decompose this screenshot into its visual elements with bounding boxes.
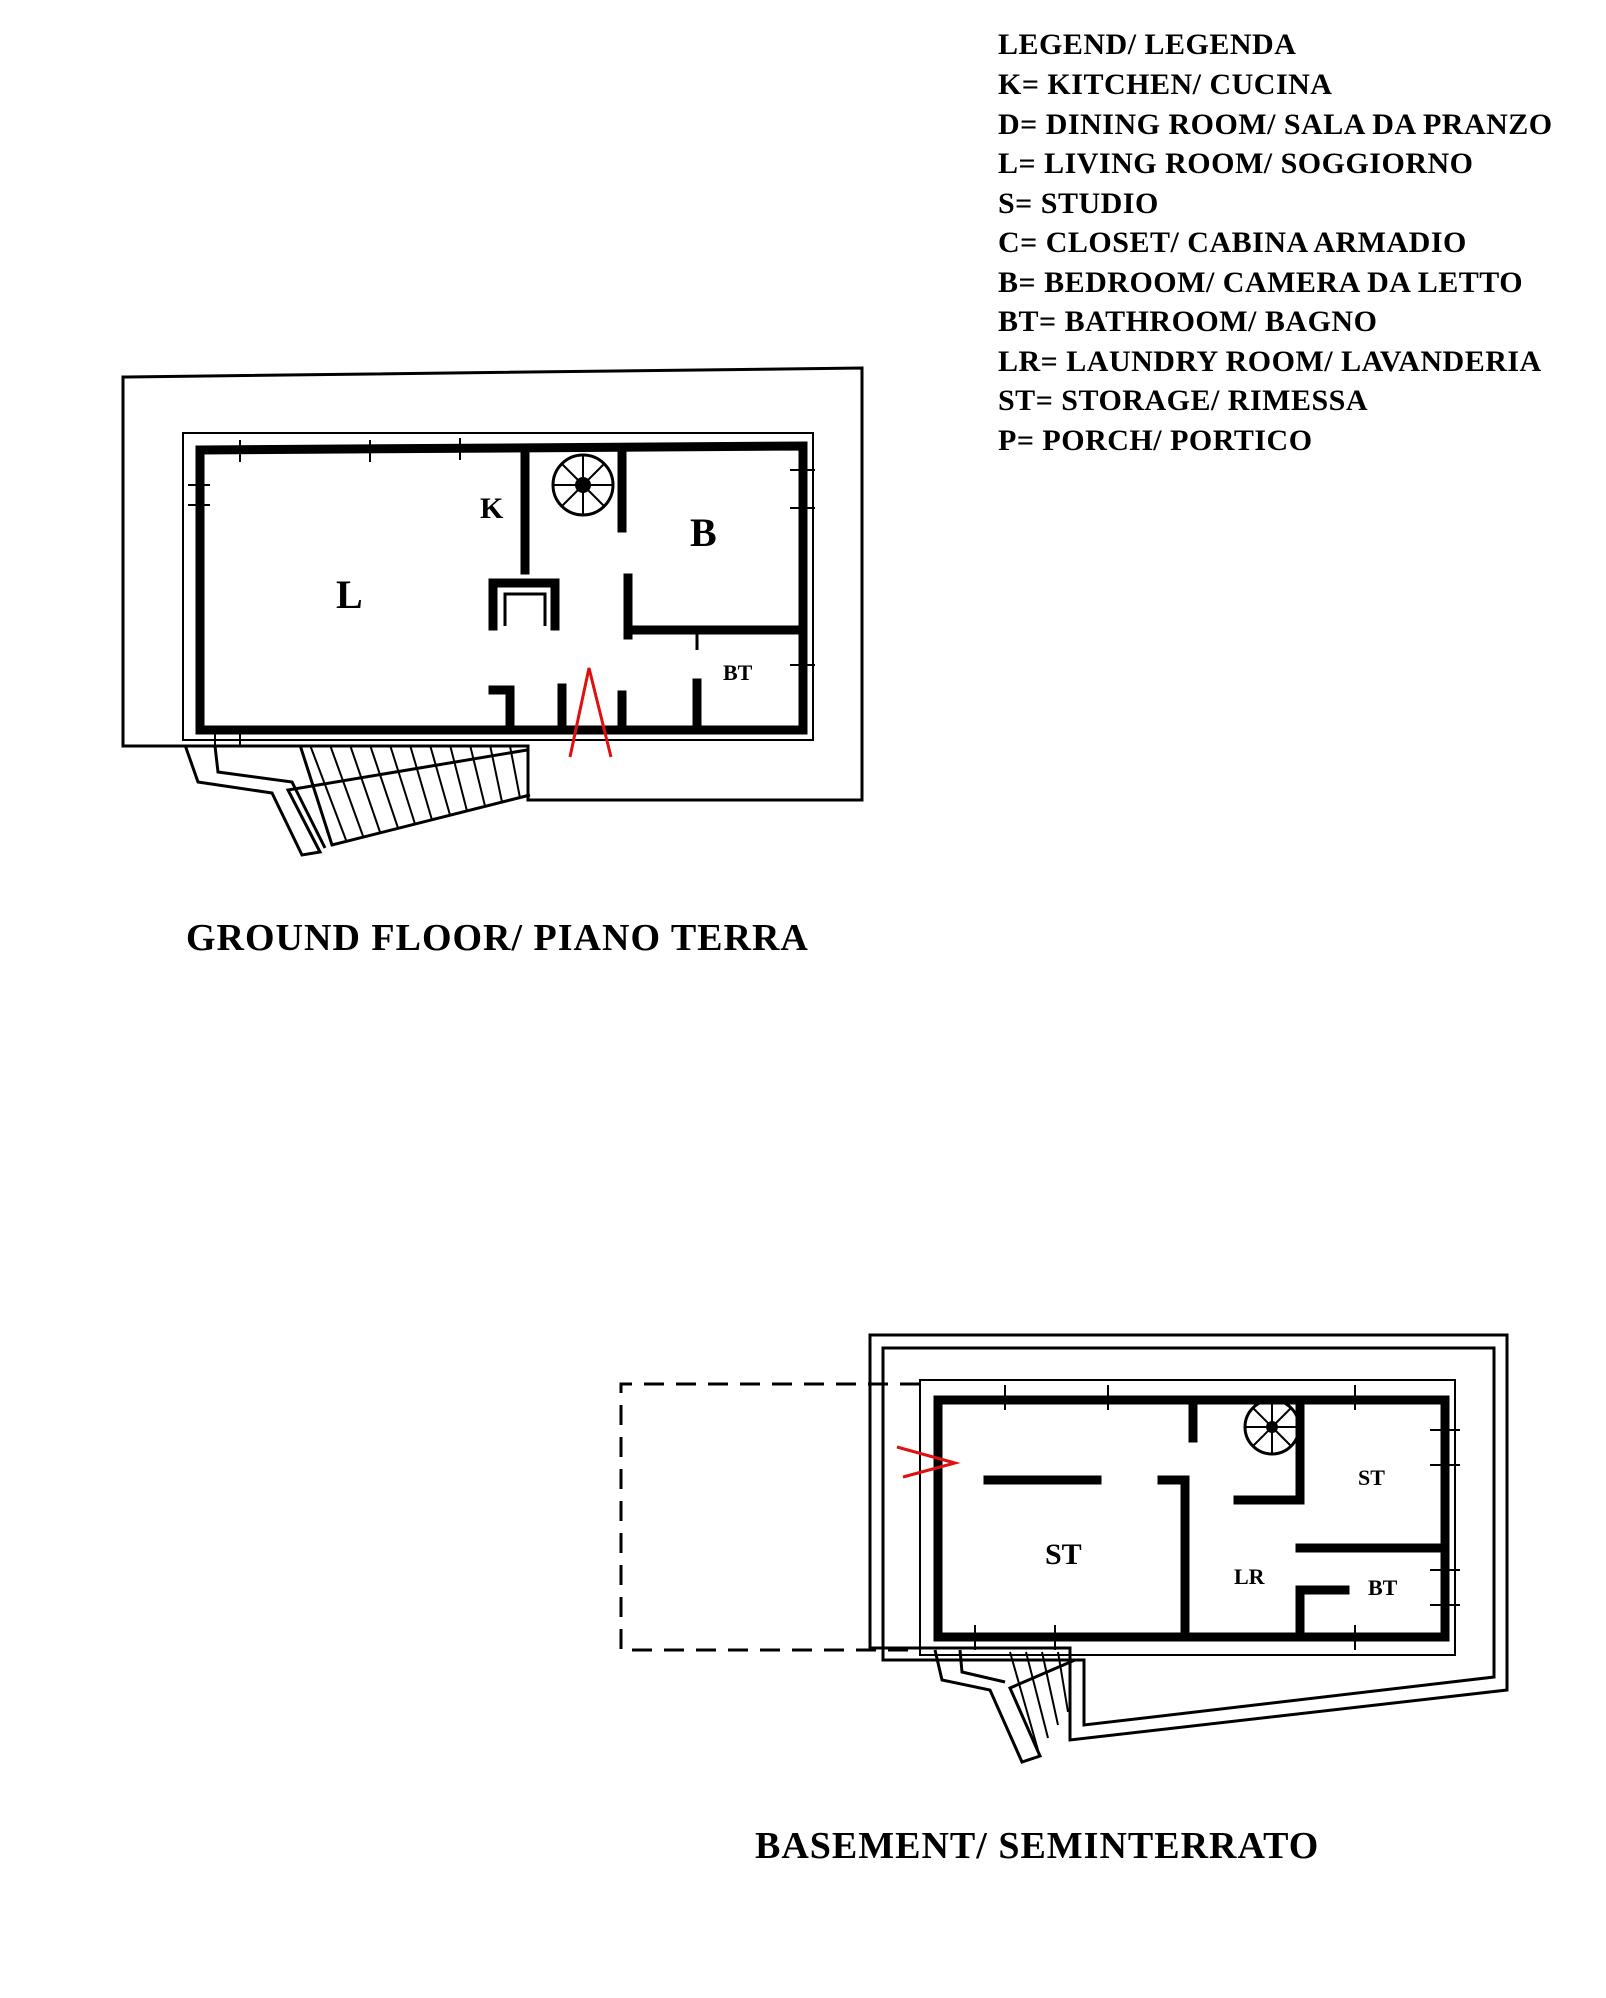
ground-room-kitchen-label: K [480, 492, 504, 525]
basement-room-storage-right-label: ST [1358, 1465, 1385, 1490]
legend-item-porch: P= PORCH/ PORTICO [998, 424, 1313, 457]
basement-porch-outline [621, 1384, 920, 1650]
basement-window-marks [975, 1385, 1460, 1650]
legend-item-kitchen: K= KITCHEN/ CUCINA [998, 68, 1333, 101]
legend-title: LEGEND/ LEGENDA [998, 28, 1297, 61]
ground-chimney-inner [505, 594, 545, 626]
legend-item-bedroom: B= BEDROOM/ CAMERA DA LETTO [998, 266, 1524, 299]
basement-room-storage-main-label: ST [1045, 1538, 1082, 1571]
legend-item-dining: D= DINING ROOM/ SALA DA PRANZO [998, 108, 1553, 141]
ground-room-bedroom-label: B [690, 510, 717, 555]
basement-room-bathroom-label: BT [1368, 1575, 1398, 1600]
legend-item-studio: S= STUDIO [998, 187, 1159, 220]
ground-floor-caption: GROUND FLOOR/ PIANO TERRA [186, 917, 809, 959]
ground-floor-plan [123, 368, 862, 855]
ground-entry-left-stub [493, 690, 510, 730]
ground-room-living-label: L [336, 572, 363, 617]
legend [998, 28, 1553, 457]
ground-entrance-marker [570, 668, 611, 757]
basement-plan [621, 1335, 1507, 1762]
legend-item-closet: C= CLOSET/ CABINA ARMADIO [998, 226, 1467, 259]
legend-item-living: L= LIVING ROOM/ SOGGIORNO [998, 147, 1474, 180]
ground-room-bathroom-label: BT [723, 660, 753, 685]
ground-window-marks [188, 438, 815, 746]
legend-item-bathroom: BT= BATHROOM/ BAGNO [998, 305, 1378, 338]
legend-item-storage: ST= STORAGE/ RIMESSA [998, 384, 1368, 417]
ground-exterior-stairs [185, 745, 530, 855]
basement-spiral-stair [1245, 1400, 1299, 1454]
basement-room-laundry-label: LR [1234, 1564, 1265, 1589]
basement-exterior-stairs [935, 1650, 1075, 1762]
legend-item-laundry: LR= LAUNDRY ROOM/ LAVANDERIA [998, 345, 1542, 378]
basement-entrance-marker [897, 1447, 955, 1477]
ground-spiral-stair [553, 455, 613, 515]
basement-caption: BASEMENT/ SEMINTERRATO [755, 1825, 1320, 1867]
